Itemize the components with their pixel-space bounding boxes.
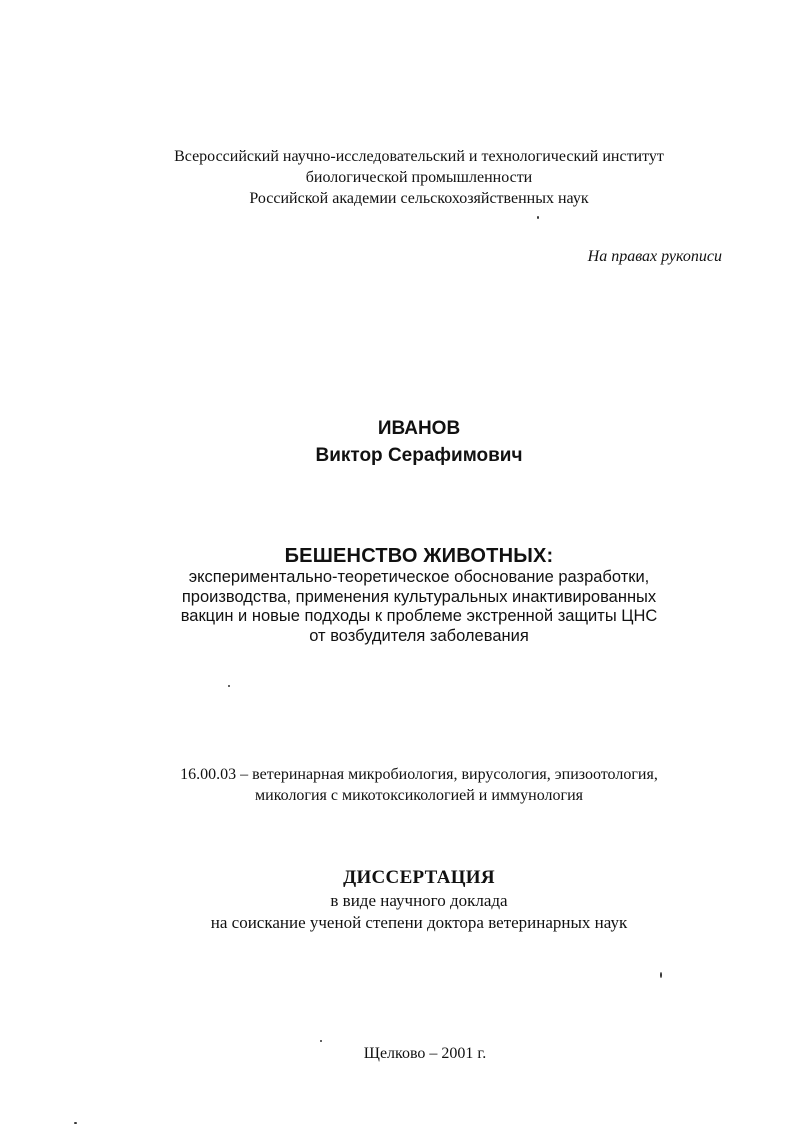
institute-header xyxy=(20,146,798,209)
main-title: БЕШЕНСТВО ЖИВОТНЫХ: xyxy=(284,545,554,567)
author-block xyxy=(20,415,798,469)
dissertation-line: в виде научного доклада xyxy=(330,891,508,910)
scan-speck xyxy=(74,1122,77,1124)
subtitle-line: экспериментально-теоретическое обоснование разработки, xyxy=(188,568,650,586)
manuscript-note: На правах рукописи xyxy=(587,248,722,265)
subtitle-line: производства, применения культуральных инактивированных xyxy=(181,587,657,606)
institute-line: Всероссийский научно-исследовательский и технологический институт xyxy=(174,148,664,165)
dissertation-heading: ДИССЕРТАЦИЯ xyxy=(343,867,495,888)
subtitle-line: от возбудителя заболевания xyxy=(309,626,529,645)
specialty-block xyxy=(20,764,798,806)
scan-speck xyxy=(660,972,662,978)
scan-speck xyxy=(228,685,230,687)
subtitle-line: вакцин и новые подходы к проблеме экстренной защиты ЦНС xyxy=(180,607,658,625)
scan-speck xyxy=(537,216,539,219)
specialty-line: 16.00.03 – ветеринарная микробиология, вирусология, эпизоотология, xyxy=(180,766,658,783)
specialty-line: микология с микотоксикологией и иммунология xyxy=(255,787,583,804)
place-year: Щелково – 2001 г. xyxy=(363,1045,487,1062)
author-given-names: Виктор Серафимович xyxy=(315,445,523,466)
scan-speck xyxy=(320,1040,322,1042)
institute-line: биологической промышленности xyxy=(305,169,533,186)
author-surname: ИВАНОВ xyxy=(377,418,461,439)
dissertation-block xyxy=(20,866,798,934)
institute-line: Российской академии сельскохозяйственных наук xyxy=(249,190,589,207)
dissertation-title xyxy=(20,545,798,646)
dissertation-line: на соискание ученой степени доктора ветеринарных наук xyxy=(210,913,628,932)
